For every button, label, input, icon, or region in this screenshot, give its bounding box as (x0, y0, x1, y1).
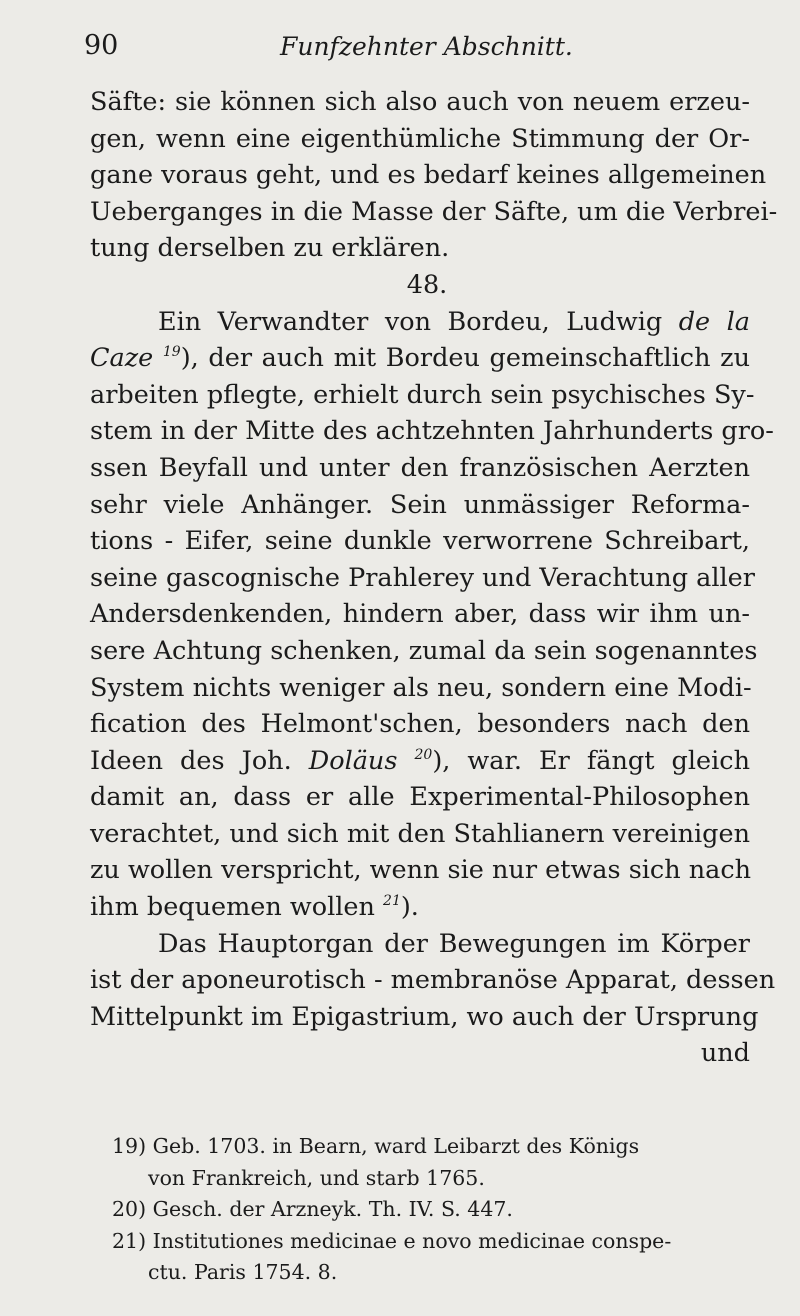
paragraph (90, 84, 778, 267)
text-line: Das Hauptorgan der Bewegungen im Körper (158, 928, 750, 959)
text-line: fication des Helmont'schen, besonders nach den (90, 709, 750, 740)
text-line (90, 340, 750, 377)
text-run: ), der auch mit Bordeu gemeinschaftlich zu (180, 343, 750, 374)
text-line: Andersdenkenden, hindern aber, dass wir ihm un- (90, 599, 750, 630)
text-line (90, 743, 750, 780)
person-name: de la (678, 306, 750, 337)
footnote-19-continued: von Frankreich, und starb 1765. (148, 1165, 485, 1190)
footnote-20: 20) Gesch. der Arzneyk. Th. IV. S. 447. (112, 1197, 513, 1221)
page-number: 90 (84, 30, 119, 61)
text-line: tions - Eifer, seine dunkle verworrene Schreibart, (90, 526, 750, 557)
text-line: Säfte: sie können sich also auch von neuem erzeu- (90, 87, 750, 117)
body-text (90, 84, 778, 1072)
text-run: Ein Verwandter von Bordeu, Ludwig (158, 306, 679, 337)
text-run: ). (400, 892, 419, 923)
person-name: Caze (90, 343, 154, 374)
text-line: tung derselben zu erklären. (90, 233, 450, 264)
text-line: gane voraus geht, und es bedarf keines allgemeinen (90, 160, 767, 191)
running-title: Funfzehnter Abschnitt. (280, 32, 573, 61)
page-header (84, 22, 740, 62)
footnote-reference: 20 (414, 746, 433, 763)
text-line: Ueberganges in die Masse der Säfte, um die Verbrei- (90, 196, 778, 227)
text-line (90, 304, 750, 341)
text-line: seine gascognische Prahlerey und Verachtung aller (90, 562, 755, 593)
footnote-reference: 19 (162, 344, 181, 361)
text-line: gen, wenn eine eigenthümliche Stimmung der Or- (90, 123, 750, 154)
footnote-19: 19) Geb. 1703. in Bearn, ward Leibarzt des Königs (112, 1134, 640, 1158)
footnotes (112, 1131, 748, 1289)
paragraph (90, 304, 774, 926)
text-line: arbeiten pflegte, erhielt durch sein psychisches Sy- (90, 379, 755, 410)
text-run: ), war. Er fängt gleich (432, 745, 750, 776)
footnote-21: 21) Institutiones medicinae e novo medicinae conspe- (112, 1228, 672, 1253)
text-run: ihm bequemen wollen (90, 892, 384, 923)
section-number: 48. (406, 269, 448, 300)
paragraph (90, 926, 776, 1072)
footnote-reference: 21 (383, 893, 401, 910)
text-line: ssen Beyfall und unter den französischen Aerzten (90, 452, 750, 483)
text-line: sehr viele Anhänger. Sein unmässiger Reforma- (90, 489, 750, 520)
text-line: sere Achtung schenken, zumal da sein sogenanntes (90, 635, 758, 666)
text-line: Mittelpunkt im Epigastrium, wo auch der Ursprung (90, 1001, 759, 1032)
text-line: zu wollen verspricht, wenn sie nur etwas sich nach (90, 855, 752, 886)
text-line: damit an, dass er alle Experimental-Philosophen (90, 782, 750, 813)
text-line (90, 889, 750, 926)
text-run: Ideen des Joh. (90, 745, 309, 776)
person-name: Doläus (308, 745, 398, 776)
text-line: stem in der Mitte des achtzehnten Jahrhunderts gro- (90, 416, 774, 447)
text-line: System nichts weniger als neu, sondern eine Modi- (90, 672, 752, 703)
footnote-21-continued: ctu. Paris 1754. 8. (148, 1260, 338, 1284)
text-line: verachtet, und sich mit den Stahlianern vereinigen (90, 818, 750, 849)
text-line: ist der aponeurotisch - membranöse Apparat, dessen (90, 965, 776, 996)
catchword: und (700, 1038, 750, 1069)
